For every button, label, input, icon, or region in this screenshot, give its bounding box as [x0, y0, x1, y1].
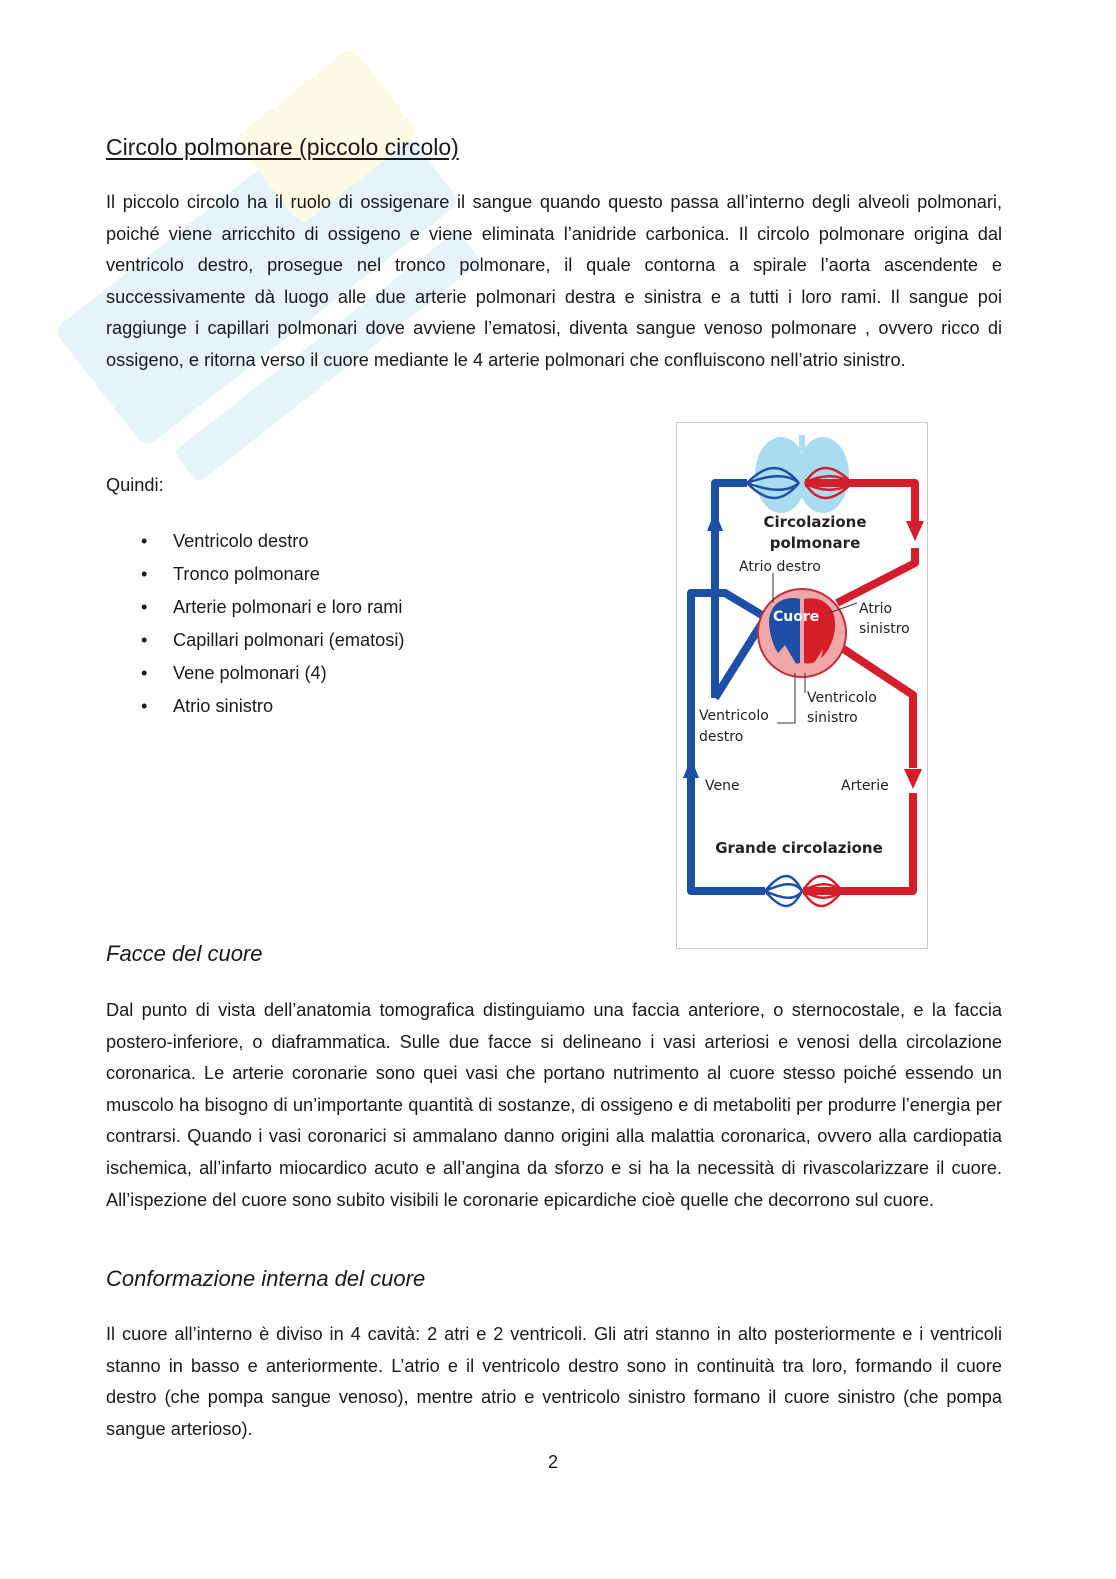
label-circolazione-polmonare-2: polmonare: [769, 534, 861, 552]
label-ventricolo-destro: Ventricolo: [699, 708, 769, 724]
heart-icon: [758, 589, 846, 677]
bullet-icon: •: [141, 597, 148, 617]
list-item: • Atrio sinistro: [106, 690, 404, 723]
list-item: • Capillari polmonari (ematosi): [106, 624, 404, 657]
label-atrio-sinistro: Atrio: [859, 601, 893, 617]
paragraph-conformazione: Il cuore all’interno è diviso in 4 cavità: 2 atri e 2 ventricoli. Gli atri stanno in alto posteriormente e i ventricoli stanno in basso e anteriormente. L’atrio e il ventricolo destro sono in continuità tra loro, formando il cuore destro (che pompa sangue venoso), mentre atrio e ventricolo sinistro formano il cuore sinistro (che pompa sangue arterioso).: [106, 1324, 1002, 1439]
label-arterie: Arterie: [841, 778, 889, 794]
paragraph-facce: Dal punto di vista dell’anatomia tomografica distinguiamo una faccia anteriore, o sternocostale, e la faccia postero-inferiore, o diaframmatica. Sulle due facce si delineano i vasi arteriosi e venosi della circolazione coronarica. Le arterie coronarie sono quei vasi che portano nutrimento al cuore stesso poiché essendo un muscolo ha bisogno di un’importante quantità di sostanze, di ossigeno e di metaboliti per produrre l’energia per contrarsi. Quando i vasi coronarici si ammalano danno origini alla malattia coronarica, ovvero alla cardiopatia ischemica, all’infarto miocardico acuto e all’angina da sforzo e si ha la necessità di rivascolarizzare il cuore. All’ispezione del cuore sono subito visibili le coronarie epicardiche cioè quelle che decorrono sul cuore.: [106, 1000, 1002, 1210]
arrow-down-icon: [906, 521, 924, 541]
label-circolazione-polmonare: Circolazione: [763, 513, 867, 531]
section-title-circolo-polmonare: Circolo polmonare (piccolo circolo): [106, 134, 459, 160]
bullet-list: [106, 525, 404, 723]
bullet-icon: •: [141, 696, 148, 716]
bullet-icon: •: [141, 564, 148, 584]
arrow-up-icon: [683, 758, 699, 778]
label-grande-circolazione: Grande circolazione: [715, 839, 883, 857]
label-ventricolo-destro-2: destro: [699, 729, 744, 745]
label-cuore: Cuore: [773, 609, 820, 625]
label-atrio-sinistro-2: sinistro: [859, 621, 910, 637]
arrow-up-icon: [707, 511, 723, 531]
page-number: 2: [548, 1452, 559, 1472]
section-title-conformazione: Conformazione interna del cuore: [106, 1266, 426, 1291]
bullet-icon: •: [141, 531, 148, 551]
circulation-diagram-svg: [677, 423, 927, 948]
list-item: • Arterie polmonari e loro rami: [106, 591, 404, 624]
quindi-label: Quindi:: [106, 475, 164, 495]
label-atrio-destro: Atrio destro: [739, 559, 821, 575]
label-vene: Vene: [705, 778, 740, 794]
bullet-icon: •: [141, 630, 148, 650]
label-ventricolo-sinistro-2: sinistro: [807, 710, 858, 726]
list-item: • Ventricolo destro: [106, 525, 404, 558]
bullet-icon: •: [141, 663, 148, 683]
list-item: • Vene polmonari (4): [106, 657, 404, 690]
paragraph-circolo-polmonare: Il piccolo circolo ha il ruolo di ossigenare il sangue quando questo passa all’interno degli alveoli polmonari, poiché viene arricchito di ossigeno e viene eliminata l’anidride carbonica. Il circolo polmonare origina dal ventricolo destro, prosegue nel tronco polmonare, il quale contorna a spirale l’aorta ascendente e successivamente dà luogo alle due arterie polmonari destra e sinistra e a tutti i loro rami. Il sangue poi raggiunge i capillari polmonari dove avviene l’ematosi, diventa sangue venoso polmonare , ovvero ricco di ossigeno, e ritorna verso il cuore mediante le 4 arterie polmonari che confluiscono nell’atrio sinistro.: [106, 192, 1002, 370]
list-item: • Tronco polmonare: [106, 558, 404, 591]
circulation-diagram: [676, 422, 928, 949]
arrow-down-icon: [904, 769, 922, 789]
section-title-facce: Facce del cuore: [106, 941, 263, 966]
lungs-icon: [755, 435, 849, 513]
label-ventricolo-sinistro: Ventricolo: [807, 690, 877, 706]
